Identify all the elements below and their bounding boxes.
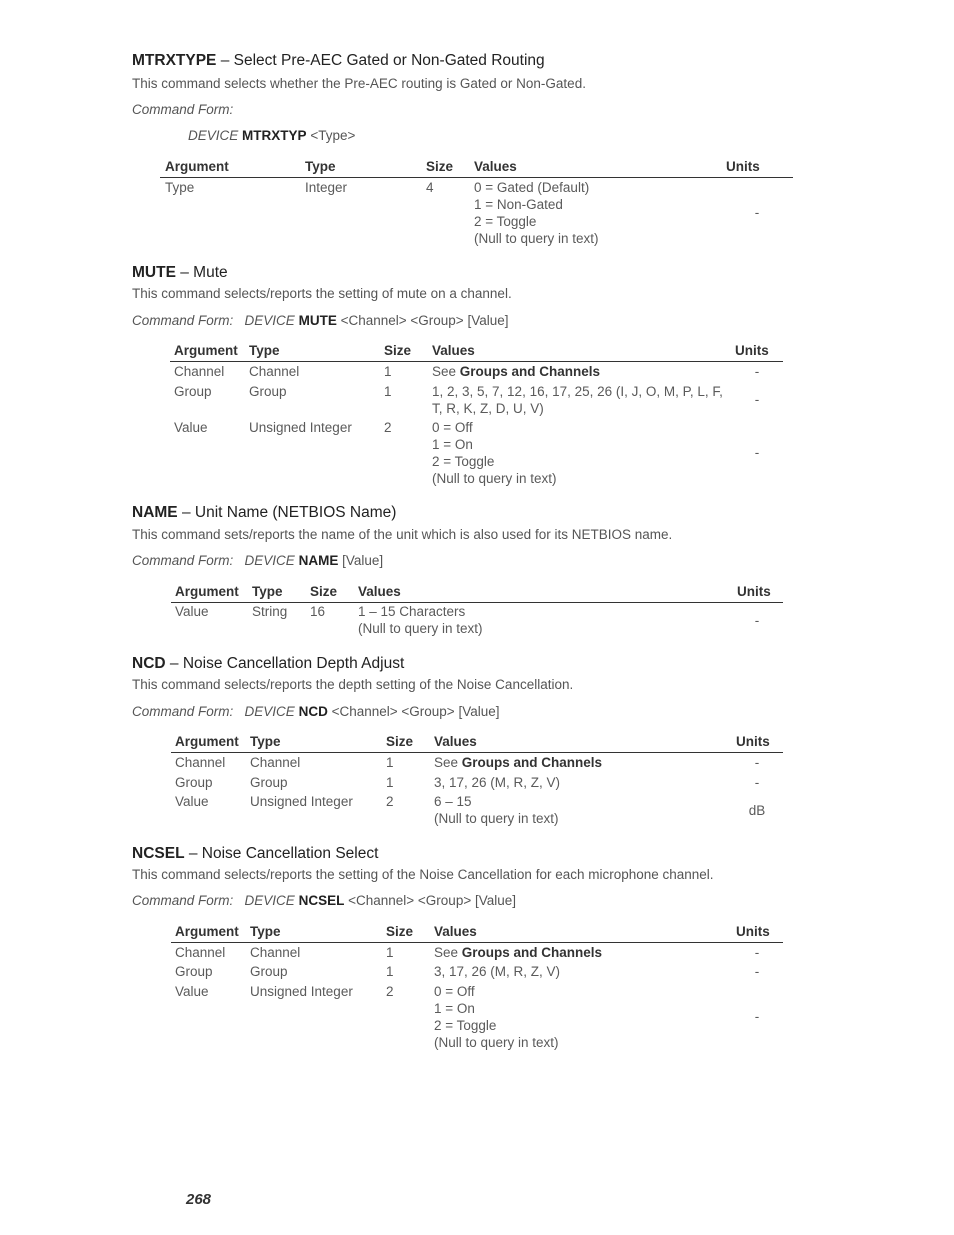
- cell-type: Channel: [249, 364, 300, 379]
- header-values: Values: [432, 343, 475, 358]
- page-number: 268: [186, 1191, 212, 1208]
- header-units: Units: [726, 159, 760, 174]
- cell-units: -: [754, 364, 760, 379]
- header-argument: Argument: [175, 734, 239, 749]
- command-form-label: Command Form:: [132, 102, 234, 117]
- cell-type: Group: [250, 964, 288, 979]
- header-type: Type: [250, 734, 281, 749]
- header-size: Size: [310, 584, 338, 599]
- cell-values: 0 = Gated (Default) 1 = Non-Gated 2 = Toggle (Null to query in text): [474, 180, 599, 246]
- section-title: NCSEL – Noise Cancellation Select: [132, 845, 379, 862]
- cell-units: -: [754, 945, 760, 960]
- cell-values: See Groups and Channels: [434, 945, 603, 960]
- cell-argument: Channel: [174, 364, 225, 379]
- cell-units: -: [754, 1009, 760, 1024]
- cell-units: -: [754, 755, 760, 770]
- cell-argument: Group: [175, 964, 213, 979]
- header-units: Units: [737, 584, 771, 599]
- section-title: NAME – Unit Name (NETBIOS Name): [132, 504, 397, 521]
- cell-units: -: [754, 205, 760, 220]
- cell-units: -: [754, 613, 760, 628]
- cell-argument: Type: [165, 180, 195, 195]
- cell-size: 1: [386, 945, 394, 960]
- cell-units: -: [754, 775, 760, 790]
- cell-type: Unsigned Integer: [250, 794, 353, 809]
- cell-units: -: [754, 392, 760, 407]
- cell-argument: Value: [175, 984, 209, 999]
- cell-argument: Channel: [175, 945, 226, 960]
- table-rule: [160, 177, 793, 178]
- cell-type: Channel: [250, 755, 301, 770]
- command-form: Command Form: DEVICE NAME [Value]: [132, 553, 384, 568]
- section-title: NCD – Noise Cancellation Depth Adjust: [132, 655, 405, 672]
- cell-size: 1: [384, 364, 392, 379]
- cell-values: 3, 17, 26 (M, R, Z, V): [434, 964, 561, 979]
- cell-argument: Channel: [175, 755, 226, 770]
- cell-size: 16: [310, 604, 326, 619]
- table-rule: [171, 942, 783, 943]
- cell-values: 3, 17, 26 (M, R, Z, V): [434, 775, 561, 790]
- cell-type: Group: [249, 384, 287, 399]
- cell-values: 1, 2, 3, 5, 7, 12, 16, 17, 25, 26 (I, J, O, M, P, L, F, T, R, K, Z, D, U, V): [432, 384, 723, 416]
- header-values: Values: [434, 924, 477, 939]
- cell-units: dB: [748, 803, 766, 818]
- header-values: Values: [358, 584, 401, 599]
- cell-values: 0 = Off 1 = On 2 = Toggle (Null to query in text): [434, 984, 559, 1050]
- command-form: Command Form: DEVICE NCD <Channel> <Group> [Value]: [132, 704, 500, 719]
- header-type: Type: [250, 924, 281, 939]
- section-description: This command selects/reports the setting of mute on a channel.: [132, 286, 512, 301]
- header-type: Type: [305, 159, 336, 174]
- header-values: Values: [474, 159, 517, 174]
- cell-values: 1 – 15 Characters (Null to query in text): [358, 604, 483, 636]
- section-description: This command selects/reports the depth setting of the Noise Cancellation.: [132, 677, 574, 692]
- header-values: Values: [434, 734, 477, 749]
- cell-argument: Group: [174, 384, 212, 399]
- header-size: Size: [426, 159, 454, 174]
- section-description: This command sets/reports the name of the unit which is also used for its NETBIOS name.: [132, 527, 673, 542]
- cell-size: 1: [386, 775, 394, 790]
- cell-size: 1: [384, 384, 392, 399]
- cell-type: Unsigned Integer: [249, 420, 352, 435]
- header-size: Size: [386, 924, 414, 939]
- cell-size: 2: [384, 420, 392, 435]
- cell-units: -: [754, 964, 760, 979]
- cell-type: Unsigned Integer: [250, 984, 353, 999]
- header-argument: Argument: [165, 159, 229, 174]
- cell-size: 2: [386, 984, 394, 999]
- header-size: Size: [384, 343, 412, 358]
- header-units: Units: [735, 343, 769, 358]
- section-title: MUTE – Mute: [132, 264, 228, 281]
- cell-values: 6 – 15 (Null to query in text): [434, 794, 559, 826]
- header-type: Type: [252, 584, 283, 599]
- cell-argument: Value: [174, 420, 208, 435]
- cell-size: 1: [386, 755, 394, 770]
- section-title: MTRXTYPE – Select Pre-AEC Gated or Non-Gated Routing: [132, 52, 545, 69]
- cell-argument: Value: [175, 604, 209, 619]
- header-argument: Argument: [175, 924, 239, 939]
- cell-argument: Value: [175, 794, 209, 809]
- cell-size: 2: [386, 794, 394, 809]
- cell-values: See Groups and Channels: [434, 755, 603, 770]
- table-rule: [170, 361, 783, 362]
- cell-type: Group: [250, 775, 288, 790]
- command-form: DEVICE MTRXTYP <Type>: [188, 128, 356, 143]
- command-form: Command Form: DEVICE NCSEL <Channel> <Group> [Value]: [132, 893, 516, 908]
- cell-type: Integer: [305, 180, 348, 195]
- cell-type: String: [252, 604, 288, 619]
- header-argument: Argument: [175, 584, 239, 599]
- section-description: This command selects/reports the setting of the Noise Cancellation for each microphone channel.: [132, 867, 714, 882]
- header-units: Units: [736, 924, 770, 939]
- header-type: Type: [249, 343, 280, 358]
- header-argument: Argument: [174, 343, 238, 358]
- header-size: Size: [386, 734, 414, 749]
- cell-values: See Groups and Channels: [432, 364, 601, 379]
- header-units: Units: [736, 734, 770, 749]
- section-description: This command selects whether the Pre-AEC routing is Gated or Non-Gated.: [132, 76, 586, 91]
- cell-values: 0 = Off 1 = On 2 = Toggle (Null to query in text): [432, 420, 557, 486]
- cell-size: 1: [386, 964, 394, 979]
- cell-argument: Group: [175, 775, 213, 790]
- cell-units: -: [754, 445, 760, 460]
- cell-size: 4: [426, 180, 434, 195]
- cell-type: Channel: [250, 945, 301, 960]
- table-rule: [171, 752, 783, 753]
- command-form: Command Form: DEVICE MUTE <Channel> <Group> [Value]: [132, 313, 509, 328]
